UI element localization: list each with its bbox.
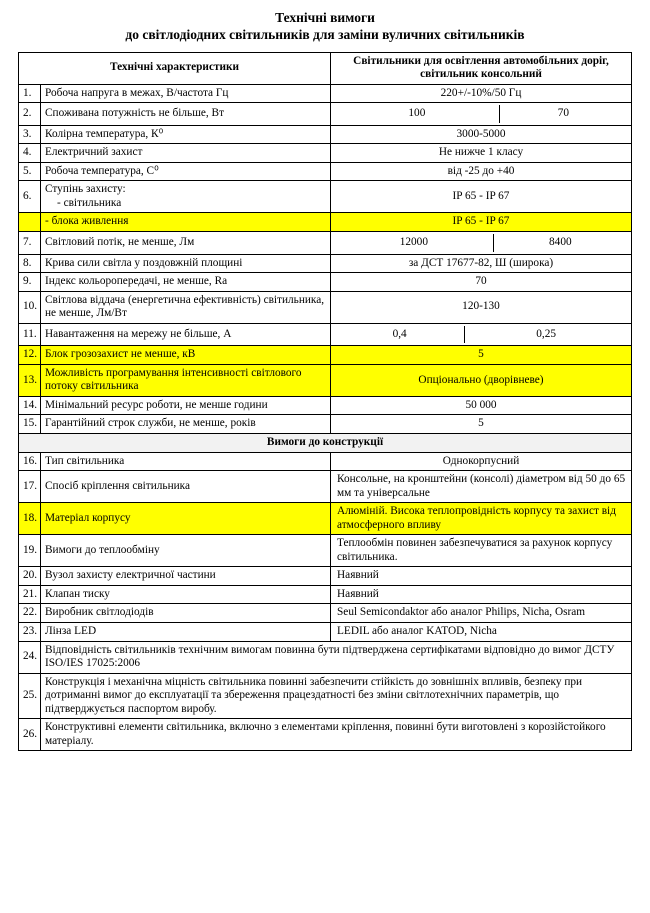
row-number: 4. [19,144,41,163]
row-value: Консольне, на кронштейни (консолі) діаметром від 50 до 65 мм та універсальне [331,471,632,503]
row-value: Наявний [331,567,632,586]
row-value: Наявний [331,585,632,604]
table-row [19,585,632,604]
row-value-a: 100 [335,105,499,123]
table-row [19,125,632,144]
row-value: Опціонально (дворівневе) [331,364,632,396]
row-value: від -25 до +40 [331,162,632,181]
row-label: Мінімальний ресурс роботи, не менше години [41,396,331,415]
row-number: 7. [19,232,41,255]
row-number: 12. [19,346,41,365]
row-number: 11. [19,323,41,346]
row-label: Блок грозозахист не менше, кВ [41,346,331,365]
table-row [19,535,632,567]
row-value: Однокорпусний [331,452,632,471]
table-header-row [19,52,632,84]
table-row [19,84,632,103]
row-number: 20. [19,567,41,586]
row-value: Алюміній. Висока теплопровідність корпусу та захист від атмосферного впливу [331,503,632,535]
table-row [19,503,632,535]
table-row [19,346,632,365]
table-row [19,323,632,346]
row-label: Вузол захисту електричної частини [41,567,331,586]
row-label: Споживана потужність не більше, Вт [41,103,331,126]
row-text: Відповідність світильників технічним вимогам повинна бути підтверджена сертифікатами відповідно до вимог ДСТУ ISO/IES 17025:2006 [41,641,632,673]
page-title [18,9,632,44]
row-value: 220+/-10%/50 Гц [331,84,632,103]
table-row [19,162,632,181]
row-label: Гарантійний строк служби, не менше, років [41,415,331,434]
row-value-a: 0,4 [335,326,465,344]
row-text: Конструктивні елементи світильника, включно з елементами кріплення, повинні бути виготовлені з корозійстойкого матеріалу. [41,719,632,751]
row-label-sub: - світильника [57,196,122,209]
row-number: 19. [19,535,41,567]
table-row [19,415,632,434]
row-number: 23. [19,623,41,642]
row-value: IP 65 - IP 67 [331,213,632,232]
row-label: Світловий потік, не менше, Лм [41,232,331,255]
row-label: Тип світильника [41,452,331,471]
table-row [19,232,632,255]
row-value: Теплообмін повинен забезпечуватися за рахунок корпусу світильника. [331,535,632,567]
row-value-a: 12000 [335,234,493,252]
row-value: 5 [331,346,632,365]
row-value: LEDIL або аналог KATOD, Nicha [331,623,632,642]
table-row [19,604,632,623]
row-value-b: 8400 [549,236,572,248]
table-row [19,471,632,503]
row-value: 50 000 [331,396,632,415]
section-header-row [19,434,632,453]
table-row [19,673,632,719]
row-number: 15. [19,415,41,434]
table-row [19,144,632,163]
table-row [19,254,632,273]
row-number: 26. [19,719,41,751]
row-label: - блока живлення [41,213,331,232]
table-row [19,103,632,126]
row-label: Можливість програмування інтенсивності світлового потоку світильника [41,364,331,396]
row-number: 16. [19,452,41,471]
row-label: Робоча температура, С⁰ [41,162,331,181]
row-number: 24. [19,641,41,673]
row-label: Світлова віддача (енергетична ефективність) світильника, не менше, Лм/Вт [41,291,331,323]
table-row [19,452,632,471]
row-value [331,323,632,346]
row-number: 13. [19,364,41,396]
row-label: Вимоги до теплообміну [41,535,331,567]
table-row [19,623,632,642]
row-label [41,181,331,213]
row-label: Спосіб кріплення світильника [41,471,331,503]
row-label: Навантаження на мережу не більше, А [41,323,331,346]
row-label: Лінза LED [41,623,331,642]
table-row [19,641,632,673]
row-label-main: Ступінь захисту: [45,183,126,196]
row-number: 18. [19,503,41,535]
row-number: 17. [19,471,41,503]
row-label: Індекс кольоропередачі, не менше, Ra [41,273,331,292]
header-characteristics: Технічні характеристики [19,52,331,84]
row-number: 14. [19,396,41,415]
row-value [331,103,632,126]
table-row [19,396,632,415]
table-row [19,567,632,586]
table-row [19,291,632,323]
row-number: 2. [19,103,41,126]
section-title: Вимоги до конструкції [19,434,632,453]
row-value: 70 [331,273,632,292]
row-label: Крива сили світла у поздовжній площині [41,254,331,273]
row-label: Виробник світлодіодів [41,604,331,623]
title-line-2: до світлодіодних світильників для заміни вуличних світильників [125,27,525,43]
row-label: Електричний захист [41,144,331,163]
row-label: Клапан тиску [41,585,331,604]
row-value [331,232,632,255]
row-number: 3. [19,125,41,144]
row-number: 10. [19,291,41,323]
row-value: 5 [331,415,632,434]
row-value: за ДСТ 17677-82, Ш (широка) [331,254,632,273]
specifications-table [18,52,632,752]
row-value: Не нижче 1 класу [331,144,632,163]
table-row [19,213,632,232]
row-number: 9. [19,273,41,292]
table-row [19,273,632,292]
row-text: Конструкція і механічна міцність світильника повинні забезпечити стійкість до зовнішніх впливів, безпеку при дотриманні вимог до експлуатації та збереження працездатності без зміни світлотехнічних параметрів, що підтверджується паспортом виробу. [41,673,632,719]
table-row [19,719,632,751]
row-number: 5. [19,162,41,181]
row-number: 8. [19,254,41,273]
row-label: Колірна температура, К⁰ [41,125,331,144]
row-value-b: 70 [557,107,570,120]
row-number: 22. [19,604,41,623]
row-value: IP 65 - IP 67 [331,181,632,213]
row-value: 120-130 [331,291,632,323]
row-value: Seul Semicondaktor або аналог Philips, Nicha, Osram [331,604,632,623]
row-label: Матеріал корпусу [41,503,331,535]
row-value: 3000-5000 [331,125,632,144]
row-label: Робоча напруга в межах, В/частота Гц [41,84,331,103]
row-number: 21. [19,585,41,604]
header-lamps: Світильники для освітлення автомобільних доріг, світильник консольний [331,52,632,84]
row-number: 1. [19,84,41,103]
row-number [19,213,41,232]
row-value-b: 0,25 [536,327,557,340]
row-number: 25. [19,673,41,719]
row-number: 6. [19,181,41,213]
title-line-1: Технічні вимоги [275,10,375,25]
table-row [19,364,632,396]
table-row [19,181,632,213]
